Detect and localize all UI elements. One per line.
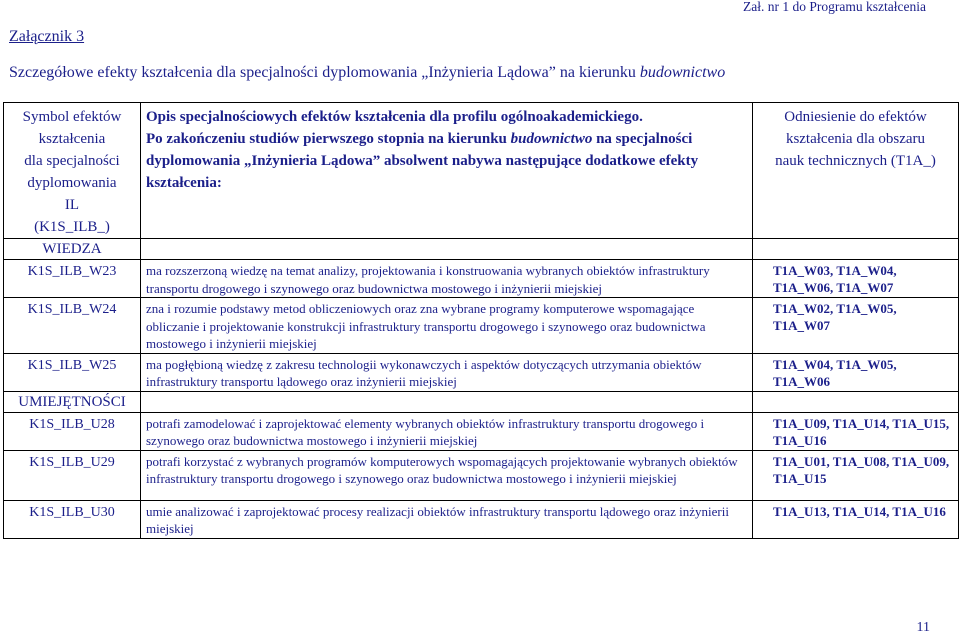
col1-header-line: dyplomowania — [27, 175, 117, 191]
col2-header — [141, 103, 753, 239]
page-title — [9, 64, 725, 82]
col2-header-field: budownictwo — [510, 131, 593, 147]
col2-header-bold: Opis specjalnościowych efektów kształcenia dla profilu ogólnoakademickiego. — [146, 109, 643, 125]
section-empty-cell — [141, 239, 753, 260]
table-row — [4, 412, 959, 450]
outcome-code: K1S_ILB_W25 — [4, 353, 141, 391]
col2-header-end: na specjalności dyplomowania „Inżynieria Lądowa” absolwent nabywa następujące dodatkowe efekty kształcenia: — [146, 131, 699, 191]
outcome-code: K1S_ILB_U29 — [4, 450, 141, 500]
attachment-label: Załącznik 3 — [9, 28, 85, 45]
outcome-reference: T1A_W04, T1A_W05, T1A_W06 — [753, 353, 959, 391]
page-number: 11 — [916, 620, 930, 635]
col2-header-text — [146, 128, 749, 194]
learning-outcomes-table — [3, 102, 959, 539]
page-title-field: budownictwo — [639, 64, 726, 81]
section-row-wiedza — [4, 239, 959, 260]
section-title: UMIEJĘTNOŚCI — [4, 391, 141, 412]
outcome-reference: T1A_U09, T1A_U14, T1A_U15, T1A_U16 — [753, 412, 959, 450]
col1-header-line: (K1S_ILB_) — [34, 219, 110, 235]
outcome-code: K1S_ILB_U28 — [4, 412, 141, 450]
col3-header-line: Odniesienie do efektów — [784, 109, 927, 125]
table-row — [4, 260, 959, 298]
col2-header-start: Po zakończeniu studiów pierwszego stopnia na kierunku — [146, 131, 507, 147]
outcome-code: K1S_ILB_W23 — [4, 260, 141, 298]
col1-header — [4, 103, 141, 239]
table-row — [4, 500, 959, 538]
col3-header-line: kształcenia dla obszaru — [785, 131, 926, 147]
table-row — [4, 450, 959, 500]
col1-header-line: dla specjalności — [24, 153, 120, 169]
section-title: WIEDZA — [4, 239, 141, 260]
outcome-description: potrafi korzystać z wybranych programów komputerowych wspomagających projektowanie wybranych obiektów infrastruktury transportu drogowego i szynowego oraz budownictwa mostowego i inżynierii miejskiej — [141, 450, 753, 500]
outcome-code: K1S_ILB_W24 — [4, 298, 141, 354]
page-title-main: Szczegółowe efekty kształcenia dla specjalności dyplomowania „Inżynieria Lądowa” na kierunku — [9, 64, 636, 81]
outcome-reference: T1A_W02, T1A_W05, T1A_W07 — [753, 298, 959, 354]
col3-header — [753, 103, 959, 239]
outcome-description: umie analizować i zaprojektować procesy realizacji obiektów infrastruktury transportu lądowego oraz inżynierii miejskiej — [141, 500, 753, 538]
section-empty-cell — [753, 391, 959, 412]
outcome-description: zna i rozumie podstawy metod obliczeniowych oraz zna wybrane programy komputerowe wspomagające obliczanie i projektowanie konstrukcji infrastruktury transportu drogowego i szynowego oraz budownictwa mostowego i inżynierii miejskiej — [141, 298, 753, 354]
table-row — [4, 298, 959, 354]
outcome-reference: T1A_U01, T1A_U08, T1A_U09, T1A_U15 — [753, 450, 959, 500]
col1-header-line: kształcenia — [38, 131, 106, 147]
outcome-reference: T1A_W03, T1A_W04, T1A_W06, T1A_W07 — [753, 260, 959, 298]
table-header-row — [4, 103, 959, 239]
outcome-description: ma rozszerzoną wiedzę na temat analizy, projektowania i konstruowania wybranych obiektów infrastruktury transportu drogowego i szynowego oraz budownictwa mostowego i inżynierii miejskiej — [141, 260, 753, 298]
document-header-note: Zał. nr 1 do Programu kształcenia — [743, 0, 926, 14]
outcome-reference: T1A_U13, T1A_U14, T1A_U16 — [753, 500, 959, 538]
outcome-description: potrafi zamodelować i zaprojektować elementy wybranych obiektów infrastruktury transportu drogowego i szynowego oraz budownictwa mostowego i inżynierii miejskiej — [141, 412, 753, 450]
section-empty-cell — [141, 391, 753, 412]
outcome-description: ma pogłębioną wiedzę z zakresu technologii wykonawczych i aspektów dotyczących utrzymania obiektów infrastruktury transportu lądowego oraz inżynierii miejskiej — [141, 353, 753, 391]
col3-header-line: nauk technicznych (T1A_) — [775, 153, 936, 169]
table-row — [4, 353, 959, 391]
col1-header-line: Symbol efektów — [22, 109, 122, 125]
section-empty-cell — [753, 239, 959, 260]
col1-header-line: IL — [64, 197, 80, 213]
section-row-umiejetnosci — [4, 391, 959, 412]
outcome-code: K1S_ILB_U30 — [4, 500, 141, 538]
